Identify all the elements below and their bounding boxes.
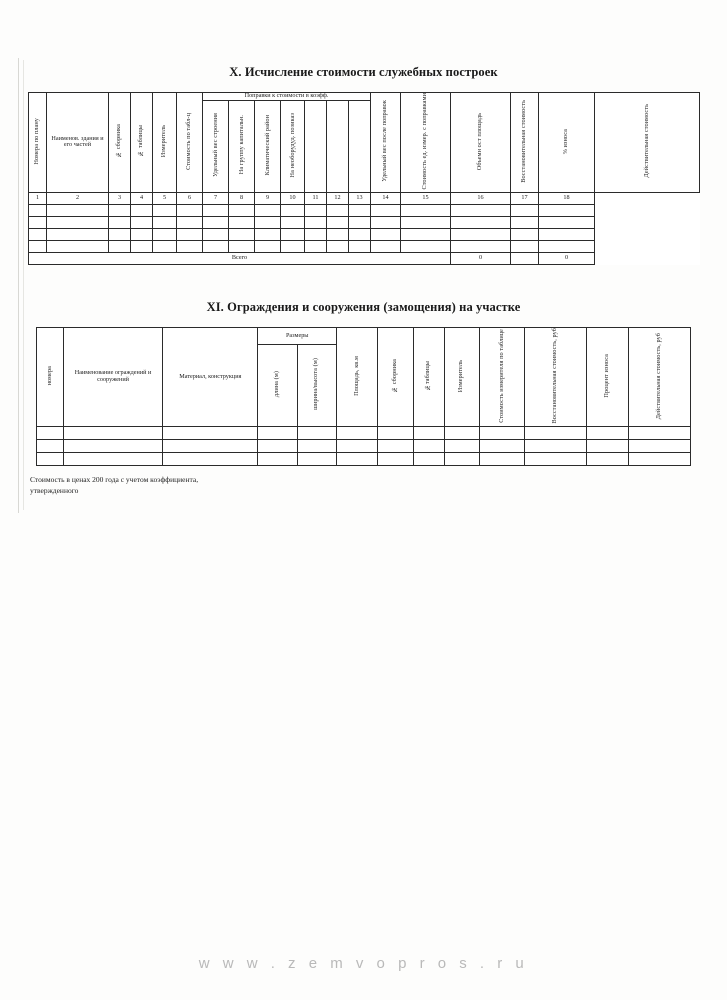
th-number: номера	[37, 328, 64, 427]
cell[interactable]	[37, 440, 64, 453]
section-10-title: X. Исчисление стоимости служебных построек	[229, 65, 498, 79]
colnum-14: 14	[371, 192, 401, 204]
cell[interactable]	[349, 204, 371, 216]
cell[interactable]	[413, 427, 444, 440]
th-length: длина (м)	[258, 345, 297, 427]
cell[interactable]	[337, 453, 378, 466]
note-line-2: утвержденного	[30, 486, 79, 496]
cell[interactable]	[401, 216, 451, 228]
cell[interactable]	[297, 427, 336, 440]
cell[interactable]	[153, 240, 177, 252]
th-width-height: ширина/высота (м)	[297, 345, 336, 427]
cell[interactable]	[258, 453, 297, 466]
colnum-6: 6	[177, 192, 203, 204]
cell[interactable]	[628, 427, 690, 440]
colnum-18: 18	[539, 192, 595, 204]
colnum-9: 9	[255, 192, 281, 204]
cell[interactable]	[371, 216, 401, 228]
cell[interactable]	[131, 204, 153, 216]
colnum-7: 7	[203, 192, 229, 204]
colnum-5: 5	[153, 192, 177, 204]
colnum-8: 8	[229, 192, 255, 204]
table-row[interactable]	[37, 440, 691, 453]
table-row[interactable]	[37, 427, 691, 440]
cell[interactable]	[281, 228, 305, 240]
header-row-group	[37, 328, 691, 345]
price-coefficient-note	[30, 474, 690, 497]
cell[interactable]	[451, 204, 511, 216]
cell[interactable]	[163, 427, 258, 440]
cell[interactable]	[255, 216, 281, 228]
cell[interactable]	[131, 228, 153, 240]
cell[interactable]	[255, 240, 281, 252]
section-11-title: XI. Ограждения и сооружения (замощения) на участке	[206, 300, 521, 314]
totals-label: Всего	[29, 252, 451, 264]
cell[interactable]	[255, 204, 281, 216]
cell[interactable]	[305, 216, 327, 228]
cell[interactable]	[337, 440, 378, 453]
cell[interactable]	[305, 228, 327, 240]
cell[interactable]	[511, 204, 539, 216]
cell[interactable]	[37, 453, 64, 466]
table-row[interactable]	[29, 240, 700, 252]
totals-wear-blank	[511, 252, 539, 264]
colnum-16: 16	[451, 192, 511, 204]
cell[interactable]	[327, 204, 349, 216]
cell[interactable]	[258, 440, 297, 453]
cell[interactable]	[451, 228, 511, 240]
colnum-13: 13	[349, 192, 371, 204]
cell[interactable]	[109, 240, 131, 252]
cell[interactable]	[444, 427, 479, 440]
cell[interactable]	[63, 453, 162, 466]
cell[interactable]	[203, 228, 229, 240]
cell[interactable]	[337, 427, 378, 440]
cell[interactable]	[229, 228, 255, 240]
cell[interactable]	[47, 228, 109, 240]
th-unit-cost-corrected: Стоимость ед. измер. с поправками	[401, 93, 451, 193]
cell[interactable]	[511, 216, 539, 228]
cell[interactable]	[47, 204, 109, 216]
th-blank-11	[305, 100, 327, 192]
cell[interactable]	[539, 216, 595, 228]
note-line-1: Стоимость в ценах 200 года с учетом коэффициента,	[30, 475, 199, 484]
cell[interactable]	[401, 240, 451, 252]
th-blank-12	[327, 100, 349, 192]
cell[interactable]	[177, 204, 203, 216]
cell[interactable]	[444, 440, 479, 453]
cell[interactable]	[109, 204, 131, 216]
cell[interactable]	[37, 427, 64, 440]
cell[interactable]	[131, 240, 153, 252]
cell[interactable]	[349, 228, 371, 240]
th-collection-no: № сборника	[378, 328, 413, 427]
cell[interactable]	[539, 204, 595, 216]
th-area: Площадь, кв.м	[337, 328, 378, 427]
colnum-1: 1	[29, 192, 47, 204]
th-restoration-cost: Восстановительная стоимость, руб	[525, 328, 587, 427]
cell[interactable]	[413, 440, 444, 453]
th-weight-after: Удельный вес после поправок	[371, 93, 401, 193]
cell[interactable]	[63, 440, 162, 453]
cell[interactable]	[203, 216, 229, 228]
cell[interactable]	[511, 228, 539, 240]
cell[interactable]	[525, 440, 587, 453]
section-10-table-wrap	[28, 92, 700, 265]
cell[interactable]	[109, 216, 131, 228]
th-cost-by-table: Стоимость по табл-ц	[177, 93, 203, 193]
th-volume-area: Объемн ост площадь	[451, 93, 511, 193]
cell[interactable]	[297, 453, 336, 466]
cell[interactable]	[371, 204, 401, 216]
cell[interactable]	[177, 240, 203, 252]
cell[interactable]	[29, 228, 47, 240]
column-number-row	[29, 192, 700, 204]
cell[interactable]	[177, 216, 203, 228]
th-wear-percent: % износа	[539, 93, 595, 193]
table-row[interactable]	[29, 228, 700, 240]
cell[interactable]	[177, 228, 203, 240]
colnum-3: 3	[109, 192, 131, 204]
cell[interactable]	[63, 427, 162, 440]
cell[interactable]	[131, 216, 153, 228]
th-blank-13	[349, 100, 371, 192]
colnum-10: 10	[281, 192, 305, 204]
th-specific-weight: Удельный вес строения	[203, 100, 229, 192]
cell[interactable]	[229, 204, 255, 216]
header-row-group	[29, 93, 700, 101]
cell[interactable]	[371, 240, 401, 252]
colnum-15: 15	[401, 192, 451, 204]
th-table-no: №таблицы	[413, 328, 444, 427]
th-capital-group: На группу капитальн.	[229, 100, 255, 192]
cell[interactable]	[444, 453, 479, 466]
cell[interactable]	[371, 228, 401, 240]
cell[interactable]	[297, 440, 336, 453]
cell[interactable]	[153, 216, 177, 228]
th-table-no: № таблицы	[131, 93, 153, 193]
cell[interactable]	[47, 216, 109, 228]
cell[interactable]	[628, 453, 690, 466]
th-dimensions-group: Размеры	[258, 328, 337, 345]
cell[interactable]	[229, 240, 255, 252]
cell[interactable]	[203, 204, 229, 216]
cell[interactable]	[587, 440, 628, 453]
cell[interactable]	[109, 228, 131, 240]
colnum-2: 2	[47, 192, 109, 204]
cell[interactable]	[539, 228, 595, 240]
cell[interactable]	[305, 204, 327, 216]
cell[interactable]	[281, 204, 305, 216]
cell[interactable]	[479, 453, 525, 466]
cell[interactable]	[29, 240, 47, 252]
cell[interactable]	[378, 440, 413, 453]
cell[interactable]	[479, 440, 525, 453]
colnum-4: 4	[131, 192, 153, 204]
watermark: w w w . z e m v o p r o s . r u	[198, 955, 529, 972]
th-fence-name: Наименование ограждений и сооружений	[63, 328, 162, 427]
section-11-table-wrap	[36, 327, 691, 466]
th-material: Материал, конструкция	[163, 328, 258, 427]
colnum-12: 12	[327, 192, 349, 204]
cell[interactable]	[281, 240, 305, 252]
cell[interactable]	[451, 240, 511, 252]
th-actual-cost: Действительная стоимость, руб	[628, 328, 690, 427]
cell[interactable]	[153, 228, 177, 240]
cell[interactable]	[587, 453, 628, 466]
cell[interactable]	[29, 204, 47, 216]
cell[interactable]	[587, 427, 628, 440]
th-corrections-group: Поправки к стоимости в коэфф.	[203, 93, 371, 101]
cell[interactable]	[401, 204, 451, 216]
cell[interactable]	[47, 240, 109, 252]
cell[interactable]	[525, 427, 587, 440]
cell[interactable]	[153, 204, 177, 216]
cell[interactable]	[378, 453, 413, 466]
cell[interactable]	[378, 427, 413, 440]
table-row[interactable]	[37, 453, 691, 466]
cell[interactable]	[479, 427, 525, 440]
th-wear-percent: Процент износа	[587, 328, 628, 427]
th-measure: Измеритель	[444, 328, 479, 427]
th-restoration-cost: Восстановительная стоимость	[511, 93, 539, 193]
th-measure: Измеритель	[153, 93, 177, 193]
cell[interactable]	[327, 228, 349, 240]
cell[interactable]	[539, 240, 595, 252]
colnum-17: 17	[511, 192, 539, 204]
table-section-10	[28, 92, 700, 265]
th-climate-region: Климатический район	[255, 100, 281, 192]
scan-edge-secondary	[23, 60, 24, 510]
cell[interactable]	[349, 216, 371, 228]
cell[interactable]	[229, 216, 255, 228]
totals-restoration-cost: 0	[451, 252, 511, 264]
totals-actual-cost: 0	[539, 252, 595, 264]
cell[interactable]	[29, 216, 47, 228]
cell[interactable]	[451, 216, 511, 228]
th-unequipped: На необорудуд. позиказ	[281, 100, 305, 192]
table-section-11	[36, 327, 691, 466]
totals-row	[29, 252, 700, 264]
table-row[interactable]	[29, 204, 700, 216]
cell[interactable]	[327, 216, 349, 228]
cell[interactable]	[203, 240, 229, 252]
cell[interactable]	[413, 453, 444, 466]
th-number-by-plan: Номера по плану	[29, 93, 47, 193]
table-row[interactable]	[29, 216, 700, 228]
th-unit-cost-table: Стоимость измерителя по таблице	[479, 328, 525, 427]
th-building-name: Наименов. здания и его частей	[47, 93, 109, 193]
cell[interactable]	[628, 440, 690, 453]
cell[interactable]	[511, 240, 539, 252]
cell[interactable]	[305, 240, 327, 252]
cell[interactable]	[163, 440, 258, 453]
cell[interactable]	[281, 216, 305, 228]
cell[interactable]	[255, 228, 281, 240]
cell[interactable]	[327, 240, 349, 252]
cell[interactable]	[401, 228, 451, 240]
th-collection-no: № сборника	[109, 93, 131, 193]
th-actual-cost: Действительная стоимость	[595, 93, 700, 193]
cell[interactable]	[163, 453, 258, 466]
cell[interactable]	[525, 453, 587, 466]
colnum-11: 11	[305, 192, 327, 204]
scan-edge	[18, 58, 19, 513]
cell[interactable]	[258, 427, 297, 440]
cell[interactable]	[349, 240, 371, 252]
